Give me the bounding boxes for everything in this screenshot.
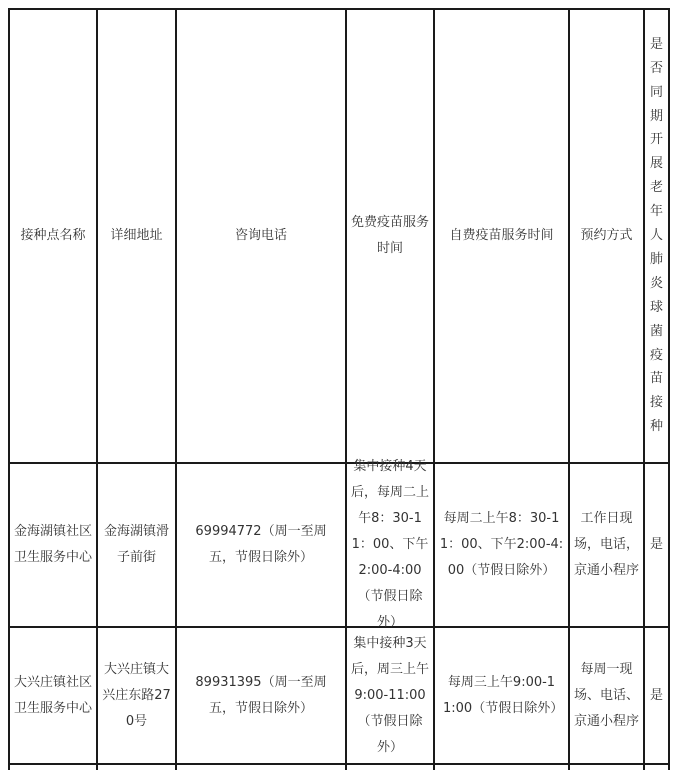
header-free-vaccine-time: 免费疫苗服务时间 [350, 215, 429, 256]
header-paid-vaccine-time: 自费疫苗服务时间 [449, 228, 554, 243]
header-address: 详细地址 [110, 228, 163, 243]
table-row-1-elderly-pneumo: 是 [649, 537, 663, 552]
header-char: 肺 [649, 251, 663, 267]
table-row-1-free-time: 集中接种4天后，每周二上午8：30-11：00、下午2:00-4:00（节假日除外） [350, 459, 429, 630]
header-phone: 咨询电话 [234, 228, 287, 243]
table-row-1-phone: 69994772（周一至周五，节假日除外） [195, 524, 327, 565]
header-char: 展 [649, 156, 663, 172]
table-border-right [668, 8, 670, 770]
header-char: 球 [649, 299, 663, 315]
table-row-1-booking: 工作日现场，电话，京通小程序 [573, 511, 639, 578]
header-char: 接 [649, 395, 663, 411]
header-site-name: 接种点名称 [20, 228, 86, 243]
table-row-2-free-time: 集中接种3天后，周三上午9:00-11:00（节假日除外） [350, 635, 429, 755]
header-char: 种 [649, 419, 663, 435]
table-row-2-phone: 89931395（周一至周五，节假日除外） [195, 674, 327, 716]
table-row-1-address: 金海湖镇滑子前街 [103, 524, 169, 565]
header-char: 炎 [649, 275, 663, 291]
header-elderly-pneumococcal [645, 10, 668, 462]
header-char: 苗 [649, 371, 663, 387]
table-row-2-booking: 每周一现场、电话、京通小程序 [573, 661, 639, 729]
header-booking-method: 预约方式 [580, 228, 633, 243]
table-row-1-paid-time: 每周二上午8：30-11：00、下午2:00-4:00（节假日除外） [439, 511, 564, 578]
table-row-2-paid-time: 每周三上午9:00-11:00（节假日除外） [443, 674, 564, 716]
header-char: 人 [649, 228, 663, 244]
table-row-2-address: 大兴庄镇大兴庄东路270号 [102, 661, 171, 729]
header-char: 年 [649, 204, 663, 220]
row-divider [8, 763, 670, 765]
table-row-2-elderly-pneumo: 是 [649, 687, 663, 703]
header-char: 老 [649, 180, 663, 196]
table-row-2-site-name: 大兴庄镇社区卫生服务中心 [13, 674, 92, 716]
table-row-1-site-name: 金海湖镇社区卫生服务中心 [13, 524, 92, 565]
header-char: 期 [649, 108, 663, 124]
header-char: 是 [649, 36, 663, 52]
header-char: 疫 [649, 347, 663, 363]
header-char: 菌 [649, 323, 663, 339]
header-char: 同 [649, 84, 663, 100]
header-char: 否 [649, 60, 663, 76]
header-char: 开 [649, 132, 663, 148]
